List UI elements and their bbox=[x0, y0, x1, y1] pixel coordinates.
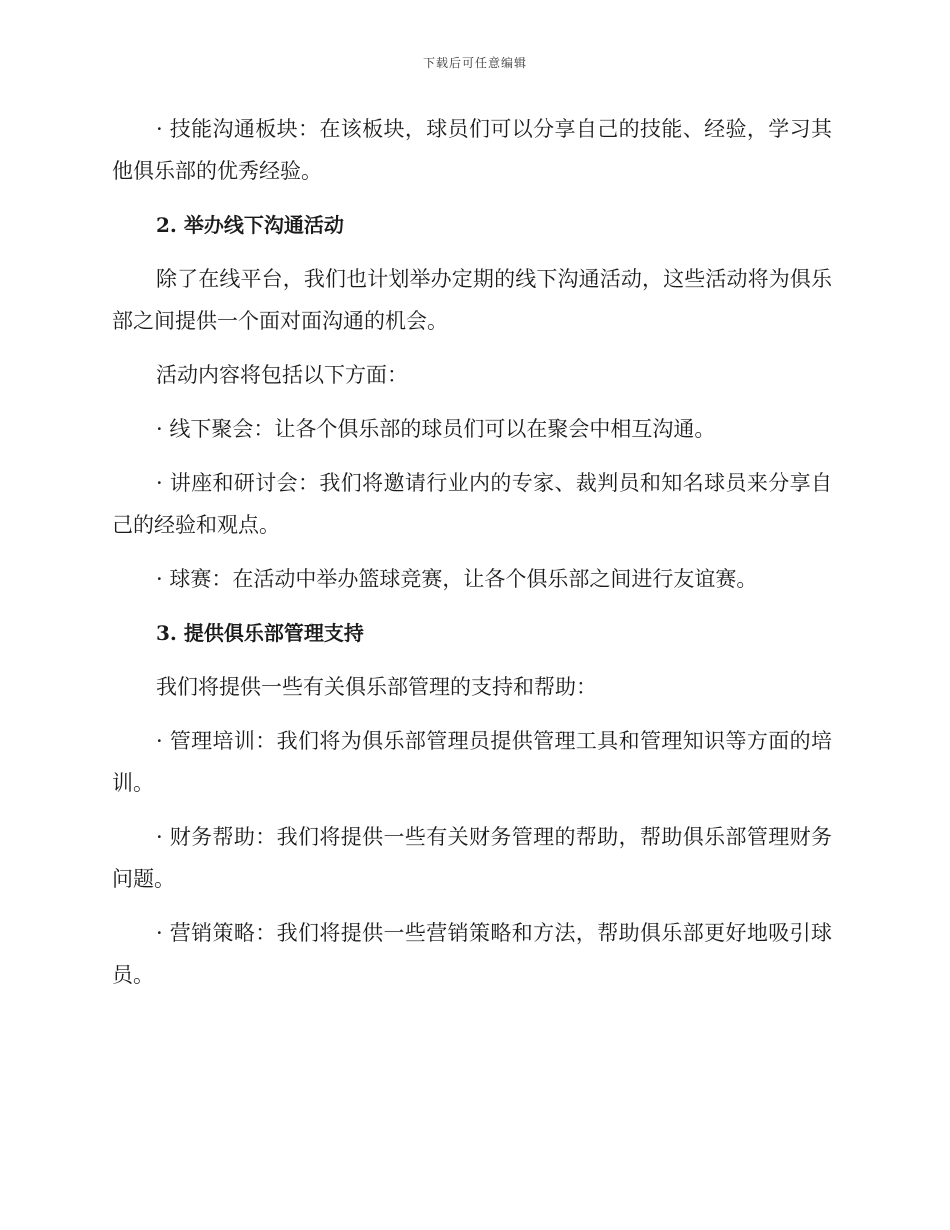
paragraph-skill-exchange: · 技能沟通板块：在该板块，球员们可以分享自己的技能、经验，学习其他俱乐部的优秀经验。 bbox=[112, 117, 832, 183]
paragraph-management-training: · 管理培训：我们将为俱乐部管理员提供管理工具和管理知识等方面的培训。 bbox=[112, 729, 832, 795]
paragraph-offline-gathering: · 线下聚会：让各个俱乐部的球员们可以在聚会中相互沟通。 bbox=[156, 417, 716, 441]
paragraph-marketing-strategy: · 营销策略：我们将提供一些营销策略和方法，帮助俱乐部更好地吸引球员。 bbox=[112, 921, 832, 987]
paragraph-offline-intro: 除了在线平台，我们也计划举办定期的线下沟通活动，这些活动将为俱乐部之间提供一个面对面沟通的机会。 bbox=[112, 267, 832, 333]
paragraph-activity-content: 活动内容将包括以下方面： bbox=[156, 363, 408, 387]
document-body bbox=[112, 108, 832, 1008]
paragraph-financial-help: · 财务帮助：我们将提供一些有关财务管理的帮助，帮助俱乐部管理财务问题。 bbox=[112, 825, 832, 891]
paragraph-ball-games: · 球赛：在活动中举办篮球竞赛，让各个俱乐部之间进行友谊赛。 bbox=[156, 567, 758, 591]
section-heading-management-support: 3. 提供俱乐部管理支持 bbox=[156, 621, 364, 645]
paragraph-support-intro: 我们将提供一些有关俱乐部管理的支持和帮助： bbox=[156, 675, 597, 699]
page-header: 下载后可任意编辑 bbox=[422, 56, 527, 70]
section-heading-offline-activities: 2. 举办线下沟通活动 bbox=[156, 213, 344, 237]
paragraph-lectures-seminars: · 讲座和研讨会：我们将邀请行业内的专家、裁判员和知名球员来分享自己的经验和观点。 bbox=[112, 471, 832, 537]
